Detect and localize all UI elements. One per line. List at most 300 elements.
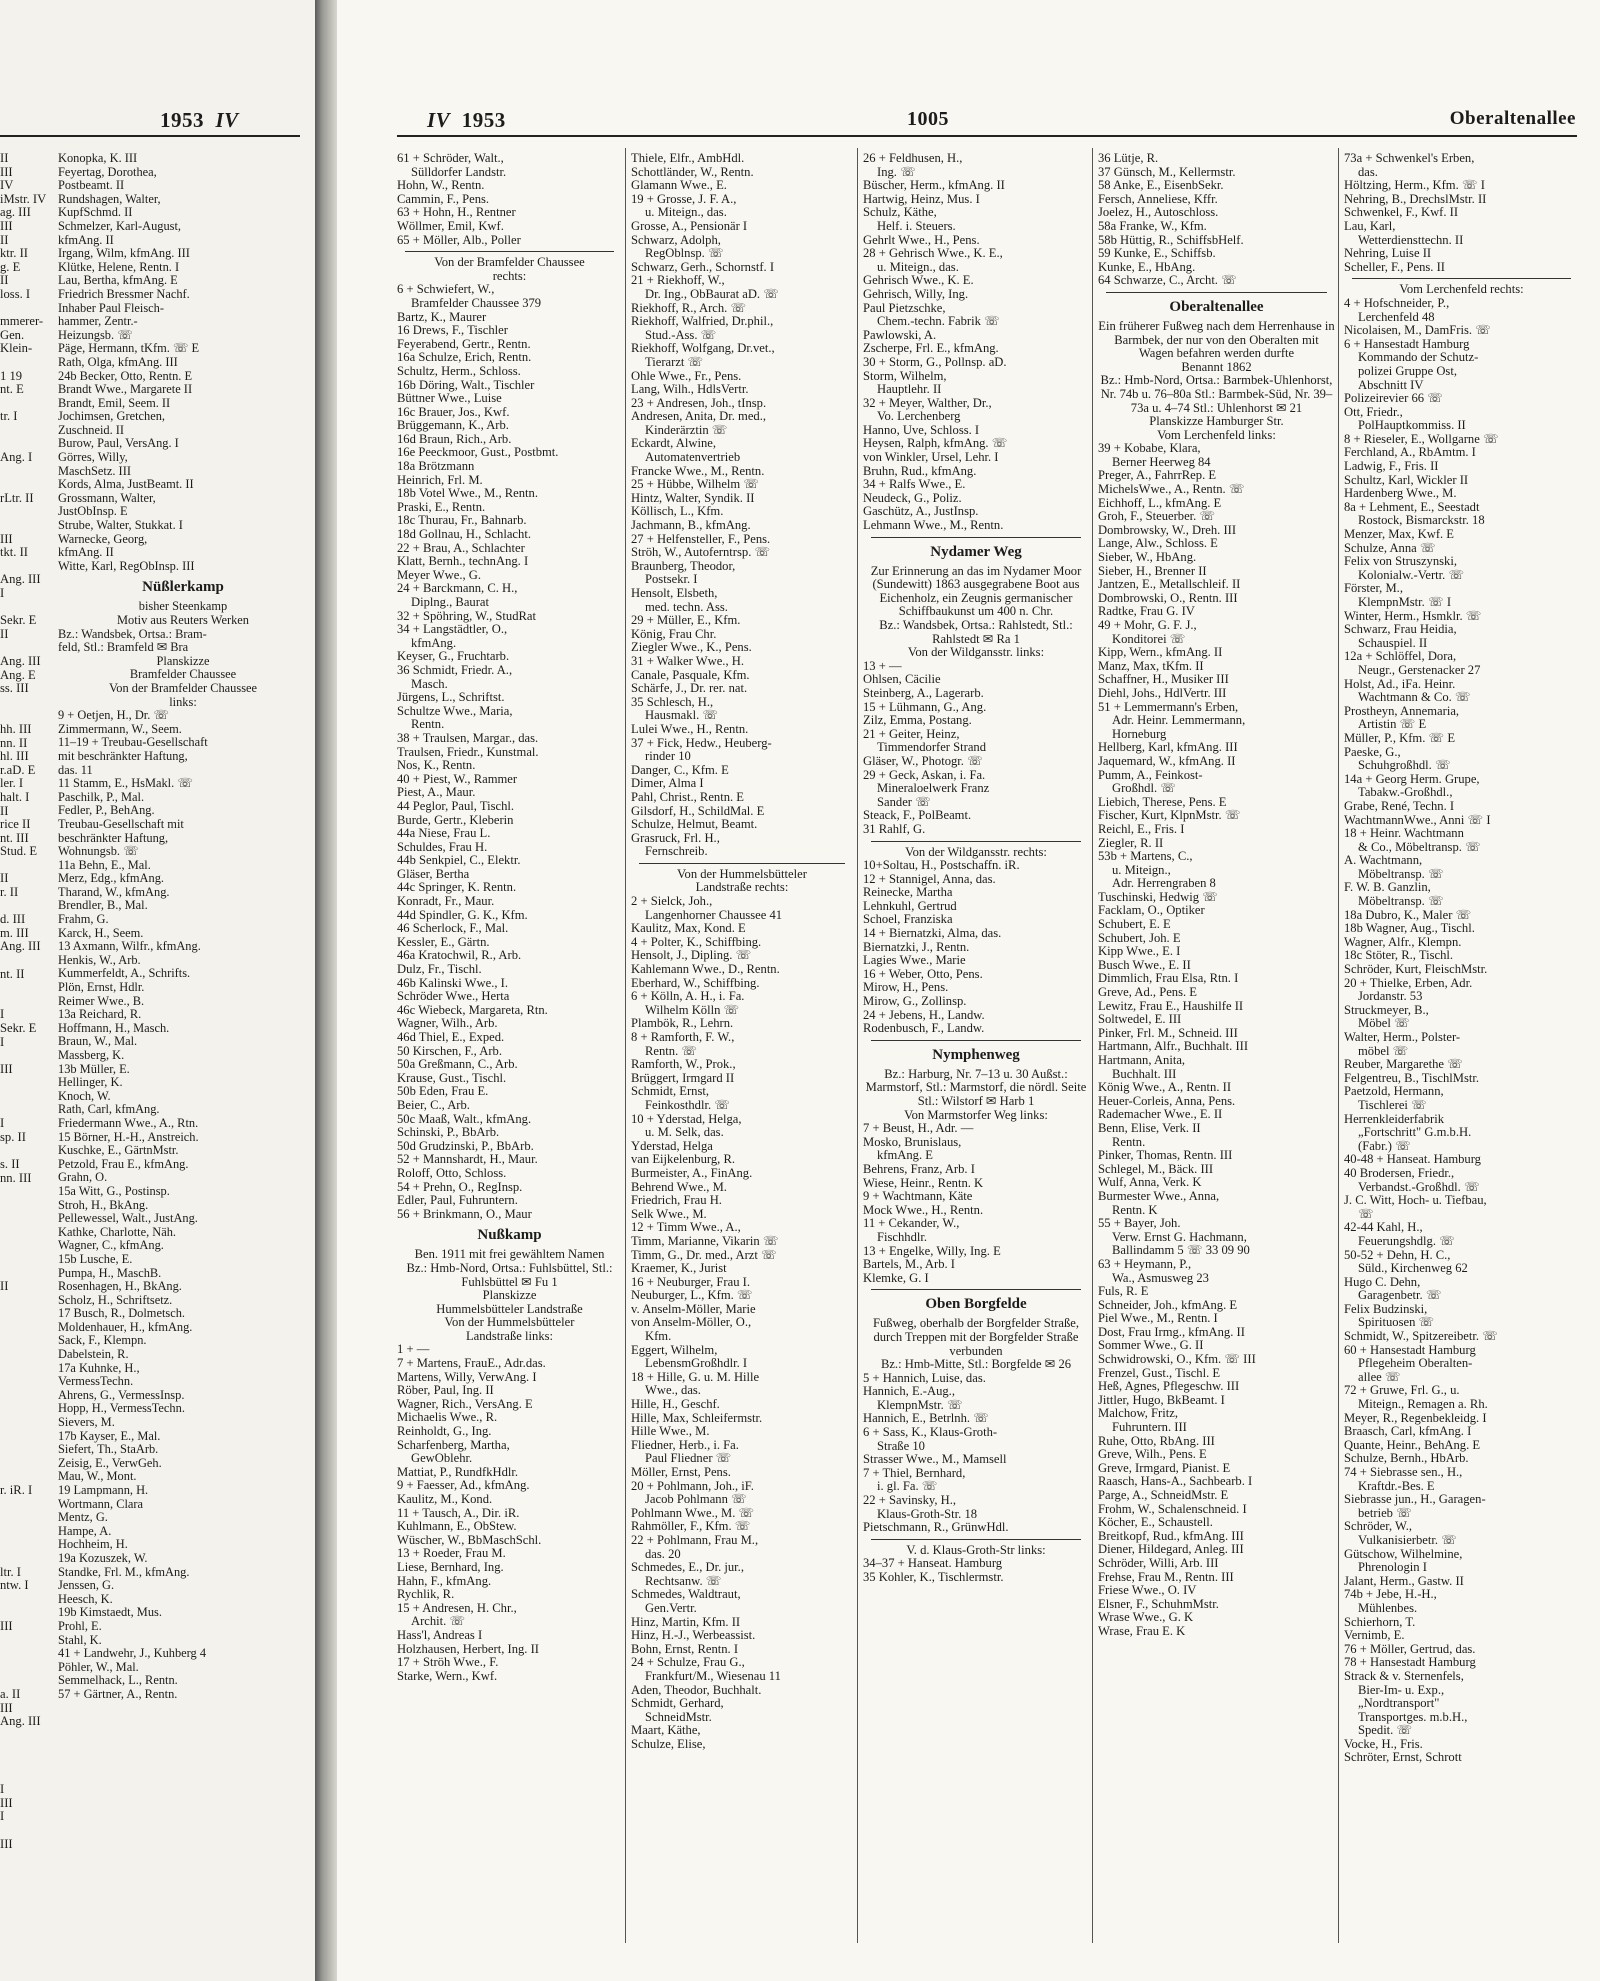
directory-entry: 12 + Stannigel, Anna, das. xyxy=(863,871,996,886)
directory-entry: Mattiat, P., RundfkHdlr. xyxy=(397,1464,519,1479)
directory-entry: 31 + Walker Wwe., H. xyxy=(631,653,744,668)
directory-entry: 78 + Hansestadt Hamburg xyxy=(1344,1655,1476,1670)
directory-entry: Prohl, E. xyxy=(58,1618,102,1633)
directory-entry: Schröder Wwe., Herta xyxy=(397,989,510,1004)
directory-entry: 36 Lütje, R. xyxy=(1098,152,1159,165)
entry-continuation: Wa., Asmusweg 23 xyxy=(1112,1270,1209,1285)
directory-entry: Kipp, Wern., kfmAng. II xyxy=(1098,645,1223,660)
margin-fragment xyxy=(0,1607,50,1621)
directory-entry: 46a Kratochwil, R., Arb. xyxy=(397,948,522,963)
directory-entry: 27 + Helfensteller, F., Pens. xyxy=(631,531,771,546)
directory-entry: Greve, Ad., Pens. E xyxy=(1098,985,1197,1000)
directory-entry: Schlegel, M., Bäck. III xyxy=(1098,1161,1214,1176)
directory-entry: 34 + Langstädtler, O., xyxy=(397,622,508,637)
entry-continuation: Spedit. ☏ xyxy=(1358,1723,1413,1738)
directory-entry: Hinz, Martin, Kfm. II xyxy=(631,1614,741,1629)
directory-entry: Vocke, H., Fris. xyxy=(1344,1736,1423,1751)
directory-entry: Frohm, W., Schalenschneid. I xyxy=(1098,1501,1247,1516)
margin-fragment xyxy=(0,1742,50,1756)
right-page-volume: IV xyxy=(427,108,451,132)
section-divider xyxy=(639,863,845,864)
directory-entry: Mentz, G. xyxy=(58,1510,108,1525)
directory-entry: Piest, A., Maur. xyxy=(397,785,476,800)
directory-entry: 19b Kimstaedt, Mus. xyxy=(58,1605,162,1620)
directory-entry: 22 + Savinsky, H., xyxy=(863,1493,957,1508)
directory-entry: Jürgens, L., Schriftst. xyxy=(397,690,505,705)
directory-entry: Raasch, Hans-A., Sachbearb. I xyxy=(1098,1474,1253,1489)
margin-fragment xyxy=(0,1348,50,1362)
directory-entry: Brüggemann, K., Arb. xyxy=(397,418,509,433)
directory-entry: Plön, Ernst, Hdlr. xyxy=(58,980,145,995)
directory-entry: Menzer, Max, Kwf. E xyxy=(1344,527,1455,542)
directory-entry: Steack, F., PolBeamt. xyxy=(863,808,972,823)
margin-fragment: Ang. III xyxy=(0,653,41,668)
directory-entry: Moldenhauer, H., kfmAng. xyxy=(58,1319,193,1334)
directory-entry: Dimmlich, Frau Elsa, Rtn. I xyxy=(1098,971,1239,986)
directory-entry: Gehrlt Wwe., H., Pens. xyxy=(863,232,980,247)
directory-entry: J. C. Witt, Hoch- u. Tiefbau, xyxy=(1344,1193,1487,1208)
margin-fragment xyxy=(0,397,50,411)
section-caption: links: xyxy=(169,694,197,709)
section-caption: bisher Steenkamp xyxy=(138,599,228,614)
margin-fragment: nn. III xyxy=(0,1170,32,1185)
directory-entry: Pahl, Christ., Rentn. E xyxy=(631,789,744,804)
directory-entry: Biernatzki, J., Rentn. xyxy=(863,939,970,954)
directory-entry: 38 + Traulsen, Margar., das. xyxy=(397,730,539,745)
margin-fragment: II xyxy=(0,803,9,818)
entry-continuation: Transportges. m.b.H., xyxy=(1358,1709,1468,1724)
directory-entry: Hampe, A. xyxy=(58,1523,112,1538)
margin-fragment: nt. III xyxy=(0,830,29,845)
margin-fragment: tkt. II xyxy=(0,545,28,560)
directory-entry: Holzhausen, Herbert, Ing. II xyxy=(397,1641,539,1656)
directory-entry: Grahn, O. xyxy=(58,1170,108,1185)
margin-fragment xyxy=(0,1770,50,1784)
entry-continuation: Wilhelm Kölln ☏ xyxy=(645,1002,740,1017)
directory-entry: 11–19 + Treubau-Gesellschaft xyxy=(58,735,208,750)
directory-entry: 44d Spindler, G. K., Kfm. xyxy=(397,907,528,922)
directory-entry: Selk Wwe., M. xyxy=(631,1206,707,1221)
directory-entry: Ahrens, G., VermessInsp. xyxy=(58,1387,185,1402)
left-margin-fragments xyxy=(0,152,50,1878)
section-divider xyxy=(871,1289,1081,1290)
directory-entry: Sieber, W., HbAng. xyxy=(1098,550,1197,565)
directory-entry: Eichhoff, L., kfmAng. E xyxy=(1098,495,1222,510)
entry-continuation: LebensmGroßhdlr. I xyxy=(645,1356,748,1371)
entry-continuation: Spirituosen ☏ xyxy=(1358,1315,1435,1330)
directory-entry: Braunberg, Theodor, xyxy=(631,558,736,573)
directory-entry: A. Wachtmann, xyxy=(1344,853,1423,868)
entry-continuation: Straße 10 xyxy=(877,1438,925,1453)
directory-entry: 64 Schwarze, C., Archt. ☏ xyxy=(1098,273,1237,288)
margin-fragment xyxy=(0,1525,50,1539)
directory-entry: 56 + Brinkmann, O., Maur xyxy=(397,1206,532,1221)
directory-entry: 37 Günsch, M., Kellermstr. xyxy=(1098,164,1236,179)
entry-continuation: Süld., Kirchenweg 62 xyxy=(1358,1261,1468,1276)
directory-entry: 20 + Thielke, Erben, Adr. xyxy=(1344,975,1473,990)
directory-entry: Kahlemann Wwe., D., Rentn. xyxy=(631,962,780,977)
section-divider xyxy=(1352,278,1571,279)
directory-entry: Walter, Herm., Polster- xyxy=(1344,1030,1461,1044)
directory-entry: Wagner, Rich., VersAng. E xyxy=(397,1396,533,1411)
directory-entry: JustObInsp. E xyxy=(58,504,128,519)
directory-entry: Wohnungsb. ☏ xyxy=(58,844,139,859)
margin-fragment xyxy=(0,560,50,574)
margin-fragment: III xyxy=(0,1061,13,1076)
directory-entry: van Eijkelenburg, R. xyxy=(631,1152,735,1167)
directory-entry: Lulei Wwe., H., Rentn. xyxy=(631,721,749,736)
entry-continuation: kfmAng. xyxy=(411,635,457,650)
directory-entry: 13a Reichard, R. xyxy=(58,1007,142,1022)
margin-fragment: I xyxy=(0,586,5,600)
margin-fragment xyxy=(0,601,50,615)
directory-entry: Rath, Carl, kfmAng. xyxy=(58,1102,160,1117)
directory-entry: Schulze, Elise, xyxy=(631,1736,706,1751)
directory-entry: Hass'l, Andreas I xyxy=(397,1627,483,1642)
directory-entry: Holst, Ad., iFa. Heinr. xyxy=(1344,676,1456,691)
directory-entry: Steinberg, A., Lagerarb. xyxy=(863,685,984,700)
margin-fragment: II xyxy=(0,871,9,886)
margin-fragment xyxy=(0,1430,50,1444)
entry-continuation: Kraftdr.-Bes. E xyxy=(1358,1478,1435,1493)
margin-fragment xyxy=(0,1403,50,1417)
margin-fragment: Ang. III xyxy=(0,939,41,954)
entry-continuation: Jordanstr. 53 xyxy=(1358,989,1423,1004)
entry-continuation: SchneidMstr. xyxy=(645,1709,712,1724)
entry-continuation: med. techn. Ass. xyxy=(645,599,728,614)
entry-continuation: Helf. i. Steuers. xyxy=(877,218,956,233)
street-description: Bz.: Hmb-Mitte, Stl.: Borgfelde ✉ 26 xyxy=(880,1357,1072,1372)
margin-fragment xyxy=(0,1321,50,1335)
entry-continuation: Dr. Ing., ObBaurat aD. ☏ xyxy=(645,286,779,301)
right-page xyxy=(337,0,1600,1981)
directory-entry: Schneider, Joh., kfmAng. E xyxy=(1098,1297,1238,1312)
margin-fragment: ktr. II xyxy=(0,246,28,261)
directory-entry: 16d Braun, Rich., Arb. xyxy=(397,431,512,446)
margin-fragment xyxy=(0,1498,50,1512)
section-caption: Vom Lerchenfeld links: xyxy=(1157,427,1276,442)
directory-entry: Grabe, René, Techn. I xyxy=(1344,798,1455,813)
directory-entry: Praski, E., Rentn. xyxy=(397,499,486,514)
directory-entry: Jochimsen, Gretchen, xyxy=(58,409,166,424)
directory-entry: Schwidrowski, O., Kfm. ☏ III xyxy=(1098,1352,1256,1367)
directory-entry: Hellberg, Karl, kfmAng. III xyxy=(1098,740,1238,755)
directory-entry: Hardenberg Wwe., M. xyxy=(1344,486,1457,501)
margin-fragment: loss. I xyxy=(0,286,31,301)
entry-continuation: Verbandst.-Großhdl. ☏ xyxy=(1358,1179,1480,1194)
directory-entry: Jantzen, E., Metallschleif. II xyxy=(1098,577,1241,592)
directory-entry: Pinker, Thomas, Rentn. III xyxy=(1098,1148,1233,1163)
directory-entry: Kunke, E., HbAng. xyxy=(1098,259,1196,274)
directory-entry: Bruhn, Rud., kfmAng. xyxy=(863,463,977,478)
entry-continuation: Artistin ☏ E xyxy=(1358,717,1427,732)
directory-entry: Treubau-Gesellschaft mit xyxy=(58,816,184,831)
directory-entry: 18b Votel Wwe., M., Rentn. xyxy=(397,486,538,501)
directory-column-2 xyxy=(631,152,853,1751)
directory-entry: 24b Becker, Otto, Rentn. E xyxy=(58,368,193,383)
directory-entry: 10 + Yderstad, Helga, xyxy=(631,1111,742,1126)
entry-continuation: i. gl. Fa. ☏ xyxy=(877,1479,938,1494)
directory-entry: Hille, Max, Schleifermstr. xyxy=(631,1410,763,1425)
directory-entry: 10+Soltau, H., Postschaffn. iR. xyxy=(863,858,1020,873)
left-header-rule xyxy=(0,135,300,137)
directory-entry: 44c Springer, K. Rentn. xyxy=(397,880,517,895)
margin-fragment xyxy=(0,465,50,479)
directory-entry: Aden, Theodor, Buchhalt. xyxy=(631,1682,762,1697)
directory-entry: Keyser, G., Fruchtarb. xyxy=(397,649,510,664)
directory-entry: 24 + Schulze, Frau G., xyxy=(631,1655,745,1670)
directory-entry: Bohn, Ernst, Rentn. I xyxy=(631,1641,739,1656)
directory-entry: Kuschke, E., GärtnMstr. xyxy=(58,1143,179,1158)
directory-entry: Knoch, W. xyxy=(58,1088,111,1103)
entry-continuation: Archit. ☏ xyxy=(411,1614,466,1629)
directory-entry: Schröder, Willi, Arb. III xyxy=(1098,1555,1219,1570)
directory-entry: kfmAng. II xyxy=(58,545,114,560)
directory-entry: 58 Anke, E., EisenbSekr. xyxy=(1098,178,1224,193)
directory-entry: Schwarz, Gerh., Schornstf. I xyxy=(631,259,775,274)
directory-entry: Reichl, E., Fris. I xyxy=(1098,821,1185,836)
directory-entry: Heuer-Corleis, Anna, Pens. xyxy=(1098,1093,1236,1108)
directory-entry: 16e Peeckmoor, Gust., Postbmt. xyxy=(397,445,559,460)
directory-entry: 42-44 Kahl, H., xyxy=(1344,1220,1423,1235)
entry-continuation: Phrenologin I xyxy=(1358,1560,1427,1575)
entry-continuation: Stud.-Ass. ☏ xyxy=(645,327,717,342)
entry-continuation: Timmendorfer Strand xyxy=(877,740,987,755)
directory-entry: 52 + Mannshardt, H., Maur. xyxy=(397,1152,538,1167)
margin-fragment xyxy=(0,1675,50,1689)
margin-fragment xyxy=(0,995,50,1009)
directory-entry: Höltzing, Herm., Kfm. ☏ I xyxy=(1344,178,1485,193)
directory-entry: 13 + Engelke, Willy, Ing. E xyxy=(863,1243,1001,1258)
directory-entry: Dabelstein, R. xyxy=(58,1347,129,1362)
entry-continuation: möbel ☏ xyxy=(1358,1043,1409,1058)
directory-entry: 18d Gollnau, H., Schlacht. xyxy=(397,527,531,542)
margin-fragment: tr. I xyxy=(0,409,18,424)
directory-entry: Hartmann, Anita, xyxy=(1098,1053,1186,1067)
directory-entry: Wrase, Frau E. K xyxy=(1098,1623,1186,1638)
directory-entry: Eberhard, W., Schiffbing. xyxy=(631,975,760,990)
margin-fragment: I xyxy=(0,1007,5,1022)
directory-entry: Paul Pietzschke, xyxy=(863,300,946,315)
directory-entry: 8a + Lehment, E., Seestadt xyxy=(1344,499,1480,514)
margin-fragment xyxy=(0,356,50,370)
directory-entry: Grosse, A., Pensionär I xyxy=(631,218,748,233)
directory-entry: Paeske, G., xyxy=(1344,744,1401,759)
entry-continuation: Bier-Im- u. Exp., xyxy=(1358,1682,1445,1697)
directory-entry: Friedermann Wwe., A., Rtn. xyxy=(58,1115,199,1130)
directory-entry: 16 + Weber, Otto, Pens. xyxy=(863,966,983,981)
directory-entry: Neuburger, L., Kfm. ☏ xyxy=(631,1288,753,1303)
directory-entry: Wulf, Anna, Verk. K xyxy=(1098,1175,1202,1190)
entry-continuation: Rentn. ☏ xyxy=(645,1043,698,1058)
directory-entry: Martens, Willy, VerwAng. I xyxy=(397,1369,537,1384)
margin-fragment: ler. I xyxy=(0,776,24,791)
directory-entry: Standke, Frl. M., kfmAng. xyxy=(58,1564,190,1579)
directory-entry: Rosenhagen, H., BkAng. xyxy=(58,1279,182,1294)
directory-entry: Tuschinski, Hedwig ☏ xyxy=(1098,889,1218,904)
directory-entry: Jittler, Hugo, BkBeamt. I xyxy=(1098,1392,1225,1407)
margin-fragment xyxy=(0,1729,50,1743)
directory-entry: Behrens, Franz, Arb. I xyxy=(863,1161,975,1176)
margin-fragment xyxy=(0,1443,50,1457)
directory-entry: Nehring, Luise II xyxy=(1344,246,1432,261)
directory-entry: Kaulitz, Max, Kond. E xyxy=(631,921,746,936)
directory-column-3 xyxy=(863,152,1089,1585)
directory-entry: 63 + Heymann, P., xyxy=(1098,1256,1192,1271)
directory-entry: Heß, Agnes, Pflegeschw. III xyxy=(1098,1379,1240,1394)
directory-entry: Starke, Wern., Kwf. xyxy=(397,1668,498,1683)
margin-fragment xyxy=(0,1253,50,1267)
section-caption: rechts: xyxy=(492,268,527,283)
directory-entry: 41 + Landwehr, J., Kuhberg 4 xyxy=(58,1646,207,1661)
directory-entry: Kaulitz, M., Kond. xyxy=(397,1492,493,1506)
directory-entry: Kuhlmann, E., ObStew. xyxy=(397,1519,517,1534)
entry-continuation: Feuerungshdlg. ☏ xyxy=(1358,1233,1455,1248)
directory-entry: 18a Brötzmann xyxy=(397,459,475,474)
directory-entry: Hinz, H.-J., Werbeassist. xyxy=(631,1628,756,1643)
directory-entry: Riekhoff, Walfried, Dr.phil., xyxy=(631,314,774,329)
directory-entry: Wiese, Heinr., Rentn. K xyxy=(863,1175,984,1190)
directory-entry: Schubert, Joh. E xyxy=(1098,930,1181,945)
directory-entry: Rodenbusch, F., Landw. xyxy=(863,1021,985,1036)
directory-entry: Hille, H., Geschf. xyxy=(631,1397,720,1412)
entry-continuation: allee ☏ xyxy=(1358,1369,1401,1384)
entry-continuation: Hausmakl. ☏ xyxy=(645,708,719,723)
entry-continuation: & Co., Möbeltransp. ☏ xyxy=(1358,839,1481,854)
entry-continuation: Chem.-techn. Fabrik ☏ xyxy=(877,314,1000,329)
directory-entry: Schwenkel, F., Kwf. II xyxy=(1344,205,1459,220)
directory-column-4 xyxy=(1098,152,1335,1639)
margin-fragment xyxy=(0,1539,50,1553)
entry-continuation: Großhdl. ☏ xyxy=(1112,781,1177,796)
directory-entry: Heysen, Ralph, kfmAng. ☏ xyxy=(863,436,1008,451)
directory-entry: Semmelhack, L., Rentn. xyxy=(58,1673,178,1688)
directory-entry: 58b Hüttig, R., SchiffsbHelf. xyxy=(1098,232,1244,247)
directory-entry: 54 + Prehn, O., RegInsp. xyxy=(397,1179,523,1194)
directory-entry: Fedler, P., BehAng. xyxy=(58,803,155,818)
directory-entry: Frahm, G. xyxy=(58,912,109,927)
directory-entry: Soltwedel, E. III xyxy=(1098,1012,1182,1027)
directory-entry: Scholz, H., Schriftsetz. xyxy=(58,1292,173,1307)
directory-entry: Hensolt, Elsbeth, xyxy=(631,586,718,600)
directory-entry: 11a Behn, E., Mal. xyxy=(58,857,151,872)
directory-entry: Sieber, H., Brenner II xyxy=(1098,563,1207,578)
directory-entry: Schröder, W., xyxy=(1344,1519,1413,1534)
directory-entry: Schubert, E. E xyxy=(1098,917,1171,932)
entry-continuation: Pflegeheim Oberalten- xyxy=(1358,1356,1473,1371)
left-page-column xyxy=(58,152,308,1702)
section-caption: Planskizze xyxy=(482,1288,537,1303)
margin-fragment xyxy=(0,1226,50,1240)
directory-entry: 17a Kuhnke, H., xyxy=(58,1360,140,1375)
margin-fragment xyxy=(0,641,50,655)
entry-continuation: Mühlenbes. xyxy=(1358,1600,1418,1615)
directory-entry: 15b Lusche, E. xyxy=(58,1251,133,1266)
directory-entry: Facklam, O., Optiker xyxy=(1098,903,1205,918)
directory-entry: 50b Eden, Frau E. xyxy=(397,1084,489,1099)
directory-entry: Irgang, Wilm, kfmAng. III xyxy=(58,246,190,261)
directory-entry: Witte, Karl, RegObInsp. III xyxy=(58,558,195,573)
directory-entry: Schröter, Ernst, Schrott xyxy=(1344,1750,1462,1765)
directory-entry: Heesch, K. xyxy=(58,1591,113,1606)
margin-fragment xyxy=(0,1552,50,1566)
directory-entry: 7 + Beust, H., Adr. — xyxy=(863,1121,974,1136)
margin-fragment xyxy=(0,1824,50,1838)
entry-continuation: betrieb ☏ xyxy=(1358,1505,1412,1520)
margin-fragment xyxy=(0,1104,50,1118)
margin-fragment: r. iR. I xyxy=(0,1483,33,1498)
directory-entry: Malchow, Fritz, xyxy=(1098,1406,1178,1421)
directory-entry: 58a Franke, W., Kfm. xyxy=(1098,218,1207,233)
directory-entry: 39 + Kobabe, Klara, xyxy=(1098,441,1201,456)
directory-entry: Wagner, Alfr., Klempn. xyxy=(1344,934,1462,949)
margin-fragment: rLtr. II xyxy=(0,490,34,505)
directory-entry: Brandt Wwe., Margarete II xyxy=(58,382,193,397)
entry-continuation: Sander ☏ xyxy=(877,794,931,809)
directory-entry: 13 + — xyxy=(863,658,902,673)
margin-fragment xyxy=(0,1416,50,1430)
directory-entry: Strack & v. Sternenfels, xyxy=(1344,1668,1464,1683)
directory-entry: Breitkopf, Rud., kfmAng. III xyxy=(1098,1528,1244,1543)
directory-entry: Schwarz, Frau Heidia, xyxy=(1344,622,1457,637)
street-heading: Oben Borgfelde xyxy=(925,1296,1027,1313)
directory-entry: Burow, Paul, VersAng. I xyxy=(58,436,179,451)
margin-fragment: ltr. I xyxy=(0,1564,21,1579)
entry-continuation: das. xyxy=(1358,164,1378,179)
directory-entry: Plambök, R., Lehrn. xyxy=(631,1016,734,1031)
directory-entry: Büttner Wwe., Luise xyxy=(397,391,502,406)
directory-entry: Rychlik, R. xyxy=(397,1587,455,1602)
entry-continuation: „Fortschritt" G.m.b.H. xyxy=(1358,1125,1472,1140)
directory-entry: Jenssen, G. xyxy=(58,1578,115,1593)
margin-fragment: a. II xyxy=(0,1687,21,1702)
directory-entry: 13b Müller, E. xyxy=(58,1061,130,1076)
directory-entry: 24 + Jebens, H., Landw. xyxy=(863,1007,985,1022)
margin-fragment xyxy=(0,478,50,492)
directory-entry: Burde, Gertr., Kleberin xyxy=(397,812,514,827)
entry-continuation: Möbeltransp. ☏ xyxy=(1358,866,1444,881)
margin-fragment xyxy=(0,1865,50,1879)
entry-continuation: Miteign., Remagen a. Rh. xyxy=(1358,1397,1488,1412)
margin-fragment xyxy=(0,1661,50,1675)
directory-entry: Pellewessel, Walt., JustAng. xyxy=(58,1211,198,1226)
margin-fragment: 1 19 xyxy=(0,368,23,383)
street-description: Bz.: Wandsbek, Ortsa.: Rahlstedt, Stl.: Rahlstedt ✉ Ra 1 xyxy=(879,618,1073,646)
directory-entry: Friese Wwe., O. IV xyxy=(1098,1583,1197,1598)
directory-entry: Schwarz, Adolph, xyxy=(631,232,721,247)
margin-fragment: II xyxy=(0,152,9,165)
entry-continuation: „Nordtransport" xyxy=(1358,1696,1440,1711)
directory-entry: Eggert, Wilhelm, xyxy=(631,1342,718,1357)
directory-entry: 8 + Ramforth, F. W., xyxy=(631,1030,735,1044)
directory-entry: Dost, Frau Irmg., kfmAng. II xyxy=(1098,1324,1245,1339)
directory-entry: 13 Axmann, Wilfr., kfmAng. xyxy=(58,939,201,954)
directory-entry: Rath, Olga, kfmAng. III xyxy=(58,354,178,369)
directory-column-5 xyxy=(1344,152,1579,1765)
directory-entry: Gütschow, Wilhelmine, xyxy=(1344,1546,1463,1561)
directory-entry: Fischer, Kurt, KlpnMstr. ☏ xyxy=(1098,808,1241,823)
directory-entry: Neudeck, G., Poliz. xyxy=(863,490,962,505)
entry-continuation: Feinkosthdlr. ☏ xyxy=(645,1097,731,1112)
margin-fragment: III xyxy=(0,1795,13,1810)
right-page-year: 1953 xyxy=(461,108,506,132)
directory-entry: Pumpa, H., MaschB. xyxy=(58,1265,162,1280)
directory-entry: Karck, H., Seem. xyxy=(58,925,144,940)
margin-fragment xyxy=(0,1375,50,1389)
directory-entry: 21 + Riekhoff, W., xyxy=(631,273,725,288)
street-description: Bz.: Hmb-Nord, Ortsa.: Fuhlsbüttel, Stl.: Fuhlsbüttel ✉ Fu 1 xyxy=(406,1260,613,1289)
margin-fragment: Sekr. E xyxy=(0,613,37,628)
